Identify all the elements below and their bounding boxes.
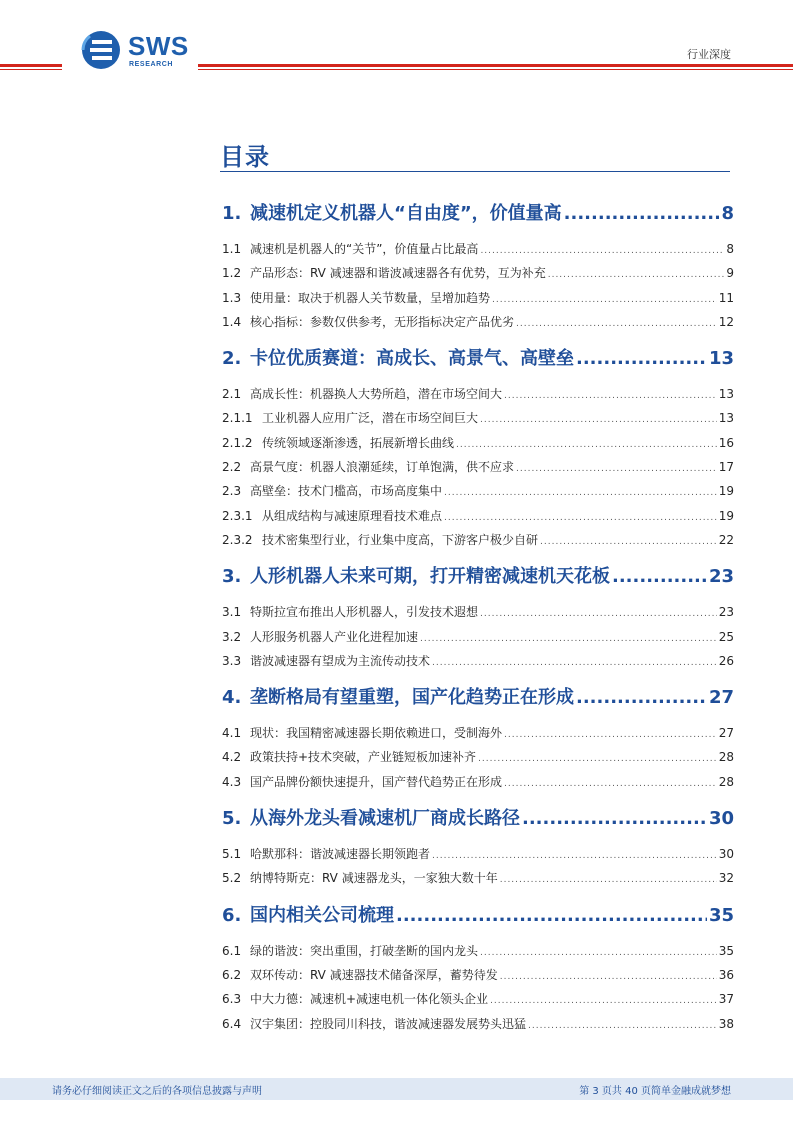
toc-leader-dots	[480, 408, 717, 432]
toc-leader-dots	[396, 899, 707, 933]
toc-leader-dots	[432, 651, 717, 675]
toc-entry-number: 2.2	[222, 460, 242, 475]
toc-entry-number: 2.3.1	[222, 508, 253, 523]
toc-heading-label	[222, 342, 574, 376]
toc-entry[interactable]	[222, 479, 734, 503]
toc-entry-title: 特斯拉宣布推出人形机器人，引发技术遐想	[250, 605, 479, 620]
toc-leader-dots	[456, 433, 717, 457]
toc-entry-page: 32	[718, 871, 734, 886]
toc-entry-page: 28	[718, 774, 734, 789]
toc-entry-title: 双环传动：RV 减速器技术储备深厚，蓄势待发	[250, 967, 498, 982]
toc-entry-label	[222, 625, 418, 649]
toc-entry[interactable]	[222, 261, 734, 285]
toc-entry-label	[222, 528, 538, 552]
toc-entry-page: 38	[718, 1016, 734, 1031]
toc-entry-page: 13	[718, 387, 734, 402]
toc-entry-page: 19	[718, 484, 734, 499]
toc-leader-dots	[432, 844, 717, 868]
toc-entry[interactable]	[222, 625, 734, 649]
toc-entry-title: 谐波减速器有望成为主流传动技术	[250, 653, 431, 668]
toc-entry-page: 27	[718, 726, 734, 741]
toc-entry-label	[222, 431, 454, 455]
toc-entry-label	[222, 1012, 526, 1036]
toc-entry-number: 2.1	[222, 387, 242, 402]
toc-heading-number: 6.	[222, 904, 242, 926]
toc-entry[interactable]	[222, 431, 734, 455]
sws-logo-icon	[80, 29, 122, 71]
logo-subtitle: RESEARCH	[129, 60, 174, 68]
toc-leader-dots	[576, 342, 707, 376]
toc-entry[interactable]	[222, 987, 734, 1011]
header-rule-right-thin	[198, 69, 793, 70]
toc-entry-number: 5.1	[222, 847, 242, 862]
toc-entry-title: 传统领域逐渐渗透，拓展新增长曲线	[262, 435, 455, 450]
toc-heading-page: 23	[708, 566, 734, 588]
toc-entry-page: 11	[718, 290, 734, 305]
header-rule-left	[0, 64, 62, 67]
toc-entry[interactable]	[222, 770, 734, 794]
toc-entry[interactable]	[222, 600, 734, 624]
toc-heading-title: 减速机定义机器人“自由度”，价值量高	[250, 203, 562, 224]
toc-entry-title: 人形服务机器人产业化进程加速	[250, 629, 419, 644]
toc-entry-page: 26	[718, 653, 734, 668]
toc-entry[interactable]	[222, 963, 734, 987]
toc-leader-dots	[576, 681, 707, 715]
toc-entry-title: 减速机是机器人的“关节”，价值量占比最高	[250, 242, 479, 256]
toc-entry[interactable]	[222, 406, 734, 430]
toc-entry[interactable]	[222, 1012, 734, 1036]
logo-name: SWS	[128, 30, 189, 61]
toc-heading-label	[222, 560, 610, 594]
toc-section	[222, 899, 734, 1044]
toc-heading-title: 人形机器人未来可期，打开精密减速机天花板	[250, 566, 610, 588]
toc-heading-entry[interactable]	[222, 681, 734, 715]
toc-entry-title: 高成长性：机器换人大势所趋，潜在市场空间大	[250, 387, 503, 402]
toc-entry-title: 产品形态：RV 减速器和谐波减速器各有优势，互为补充	[250, 266, 546, 281]
toc-entry-label	[222, 286, 490, 310]
toc-entry[interactable]	[222, 310, 734, 334]
footer-page-info: 第 3 页共 40 页简单金融成就梦想	[579, 1086, 731, 1097]
toc-section	[222, 802, 734, 899]
header-rule-left-thin	[0, 69, 62, 70]
toc-entry-page: 37	[718, 992, 734, 1007]
toc-leader-dots	[548, 263, 725, 287]
toc-leader-dots	[444, 506, 717, 530]
toc-entry-number: 6.1	[222, 943, 242, 958]
toc-entry-label	[222, 745, 476, 769]
toc-entry-page: 9	[726, 266, 734, 281]
toc-entry-title: 绿的谐波：突出重围，打破垄断的国内龙头	[250, 943, 479, 958]
toc-entry[interactable]	[222, 455, 734, 479]
toc-leader-dots	[540, 530, 717, 554]
toc-entry[interactable]	[222, 939, 734, 963]
toc-leader-dots	[612, 560, 707, 594]
toc-section	[222, 681, 734, 802]
toc-entry-number: 1.4	[222, 314, 242, 329]
toc-heading-title: 垄断格局有望重塑，国产化趋势正在形成	[250, 687, 574, 709]
toc-entry[interactable]	[222, 649, 734, 673]
toc-heading-label	[222, 802, 520, 836]
toc-entry-label	[222, 600, 478, 624]
toc-entry-title: 汉宇集团：控股同川科技，谐波减速器发展势头迅猛	[250, 1016, 527, 1031]
toc-heading-number: 1.	[222, 203, 242, 224]
toc-entry[interactable]	[222, 745, 734, 769]
toc-entry-page: 22	[718, 532, 734, 547]
toc-entry-number: 1.2	[222, 266, 242, 281]
toc-heading-title: 卡位优质赛道：高成长、高景气、高壁垒	[250, 348, 574, 370]
toc-entry-title: 纳博特斯克：RV 减速器龙头，一家独大数十年	[250, 871, 498, 886]
toc-entry-label	[222, 939, 478, 963]
toc-entry[interactable]	[222, 721, 734, 745]
toc-leader-dots	[490, 989, 717, 1013]
toc-entry-page: 12	[718, 314, 734, 329]
toc-entry-number: 2.1.1	[222, 411, 253, 426]
toc-heading-number: 4.	[222, 687, 242, 709]
toc-leader-dots	[480, 941, 717, 965]
toc-entry-title: 从组成结构与减速原理看技术难点	[262, 508, 443, 523]
toc-entry-number: 2.3	[222, 484, 242, 499]
toc-entry-title: 中大力德：减速机+减速电机一体化领头企业	[250, 992, 489, 1007]
toc-heading-entry[interactable]	[222, 197, 734, 231]
toc-heading-entry[interactable]	[222, 899, 734, 933]
toc-leader-dots	[516, 312, 717, 336]
toc-entry-label	[222, 987, 488, 1011]
toc-entry-label	[222, 382, 502, 406]
toc-entry-title: 政策扶持+技术突破，产业链短板加速补齐	[250, 750, 477, 765]
page-header	[0, 0, 793, 80]
toc-entry[interactable]	[222, 237, 734, 261]
toc-entry-page: 16	[718, 435, 734, 450]
toc-heading-entry[interactable]	[222, 560, 734, 594]
footer-disclaimer: 请务必仔细阅读正文之后的各项信息披露与声明	[52, 1086, 262, 1097]
toc-heading-title: 从海外龙头看减速机厂商成长路径	[250, 808, 520, 830]
toc-heading-page: 13	[708, 348, 734, 370]
toc-leader-dots	[504, 723, 717, 747]
toc-leader-dots	[528, 1014, 717, 1038]
toc-entry-label	[222, 504, 442, 528]
toc-entry-page: 8	[726, 242, 734, 256]
toc-entry-label	[222, 406, 478, 430]
toc-heading-label	[222, 681, 574, 715]
toc-entry-number: 1.3	[222, 290, 242, 305]
toc-entry-page: 19	[718, 508, 734, 523]
toc-entry-title: 高景气度：机器人浪潮延续，订单饱满，供不应求	[250, 460, 515, 475]
toc-leader-dots	[420, 627, 717, 651]
toc-heading-page: 8	[721, 203, 734, 224]
toc-leader-dots	[480, 239, 724, 263]
toc-entry-page: 28	[718, 750, 734, 765]
toc-entry-number: 2.1.2	[222, 435, 253, 450]
toc-leader-dots	[504, 384, 717, 408]
toc-leader-dots	[444, 481, 717, 505]
toc-entry-page: 35	[718, 943, 734, 958]
table-of-contents	[222, 197, 734, 1044]
toc-entry-label	[222, 842, 430, 866]
header-rule-right	[198, 64, 793, 67]
document-type-label: 行业深度	[687, 48, 731, 61]
toc-entry-label	[222, 770, 502, 794]
toc-leader-dots	[478, 747, 717, 771]
toc-leader-dots	[516, 457, 717, 481]
toc-entry-title: 核心指标：参数仅供参考，无形指标决定产品优劣	[250, 314, 515, 329]
toc-entry-number: 3.3	[222, 653, 242, 668]
toc-entry-page: 17	[718, 460, 734, 475]
toc-entry-number: 3.1	[222, 605, 242, 620]
toc-leader-dots	[480, 602, 717, 626]
toc-entry[interactable]	[222, 286, 734, 310]
toc-entry-title: 现状：我国精密减速器长期依赖进口，受制海外	[250, 726, 503, 741]
toc-entry[interactable]	[222, 528, 734, 552]
toc-leader-dots	[500, 868, 717, 892]
toc-heading-label	[222, 197, 562, 231]
toc-entry-label	[222, 649, 430, 673]
toc-section	[222, 342, 734, 560]
toc-entry[interactable]	[222, 842, 734, 866]
toc-section	[222, 197, 734, 342]
toc-entry-page: 25	[718, 629, 734, 644]
toc-entry-title: 工业机器人应用广泛，潜在市场空间巨大	[262, 411, 479, 426]
toc-entry-number: 4.1	[222, 726, 242, 741]
toc-entry-page: 36	[718, 967, 734, 982]
toc-entry[interactable]	[222, 504, 734, 528]
toc-entry-title: 国产品牌份额快速提升，国产替代趋势正在形成	[250, 774, 503, 789]
toc-entry-number: 6.4	[222, 1016, 242, 1031]
toc-entry-title: 哈默那科：谐波减速器长期领跑者	[250, 847, 431, 862]
toc-title-divider	[220, 171, 730, 172]
toc-entry[interactable]	[222, 382, 734, 406]
sws-logo	[80, 30, 189, 70]
toc-entry-label	[222, 310, 514, 334]
toc-title: 目录	[220, 143, 270, 171]
toc-entry-number: 1.1	[222, 242, 242, 256]
toc-heading-page: 30	[708, 808, 734, 830]
toc-entry-label	[222, 866, 498, 890]
toc-entry-number: 3.2	[222, 629, 242, 644]
toc-heading-number: 5.	[222, 808, 242, 830]
toc-entry-label	[222, 237, 478, 261]
page-footer	[0, 1078, 793, 1100]
toc-leader-dots	[564, 197, 720, 231]
toc-entry-number: 6.3	[222, 992, 242, 1007]
toc-heading-number: 3.	[222, 566, 242, 588]
toc-leader-dots	[500, 965, 717, 989]
toc-heading-label	[222, 899, 394, 933]
toc-entry-number: 4.3	[222, 774, 242, 789]
toc-entry-page: 30	[718, 847, 734, 862]
toc-leader-dots	[504, 772, 717, 796]
toc-heading-number: 2.	[222, 348, 242, 370]
toc-entry-title: 技术密集型行业，行业集中度高，下游客户极少自研	[262, 532, 539, 547]
toc-heading-entry[interactable]	[222, 342, 734, 376]
toc-entry-page: 13	[718, 411, 734, 426]
toc-entry-title: 使用量：取决于机器人关节数量，呈增加趋势	[250, 290, 491, 305]
toc-leader-dots	[522, 802, 707, 836]
toc-entry-number: 5.2	[222, 871, 242, 886]
toc-heading-entry[interactable]	[222, 802, 734, 836]
toc-section	[222, 560, 734, 681]
toc-entry-label	[222, 721, 502, 745]
toc-entry-number: 6.2	[222, 967, 242, 982]
toc-leader-dots	[492, 288, 717, 312]
toc-heading-page: 27	[708, 687, 734, 709]
toc-heading-title: 国内相关公司梳理	[250, 904, 394, 926]
toc-heading-page: 35	[708, 904, 734, 926]
toc-entry[interactable]	[222, 866, 734, 890]
toc-entry-number: 2.3.2	[222, 532, 253, 547]
toc-entry-label	[222, 963, 498, 987]
toc-entry-title: 高壁垒：技术门槛高，市场高度集中	[250, 484, 443, 499]
toc-entry-label	[222, 261, 546, 285]
toc-entry-label	[222, 455, 514, 479]
toc-entry-number: 4.2	[222, 750, 242, 765]
toc-entry-label	[222, 479, 442, 503]
toc-entry-page: 23	[718, 605, 734, 620]
